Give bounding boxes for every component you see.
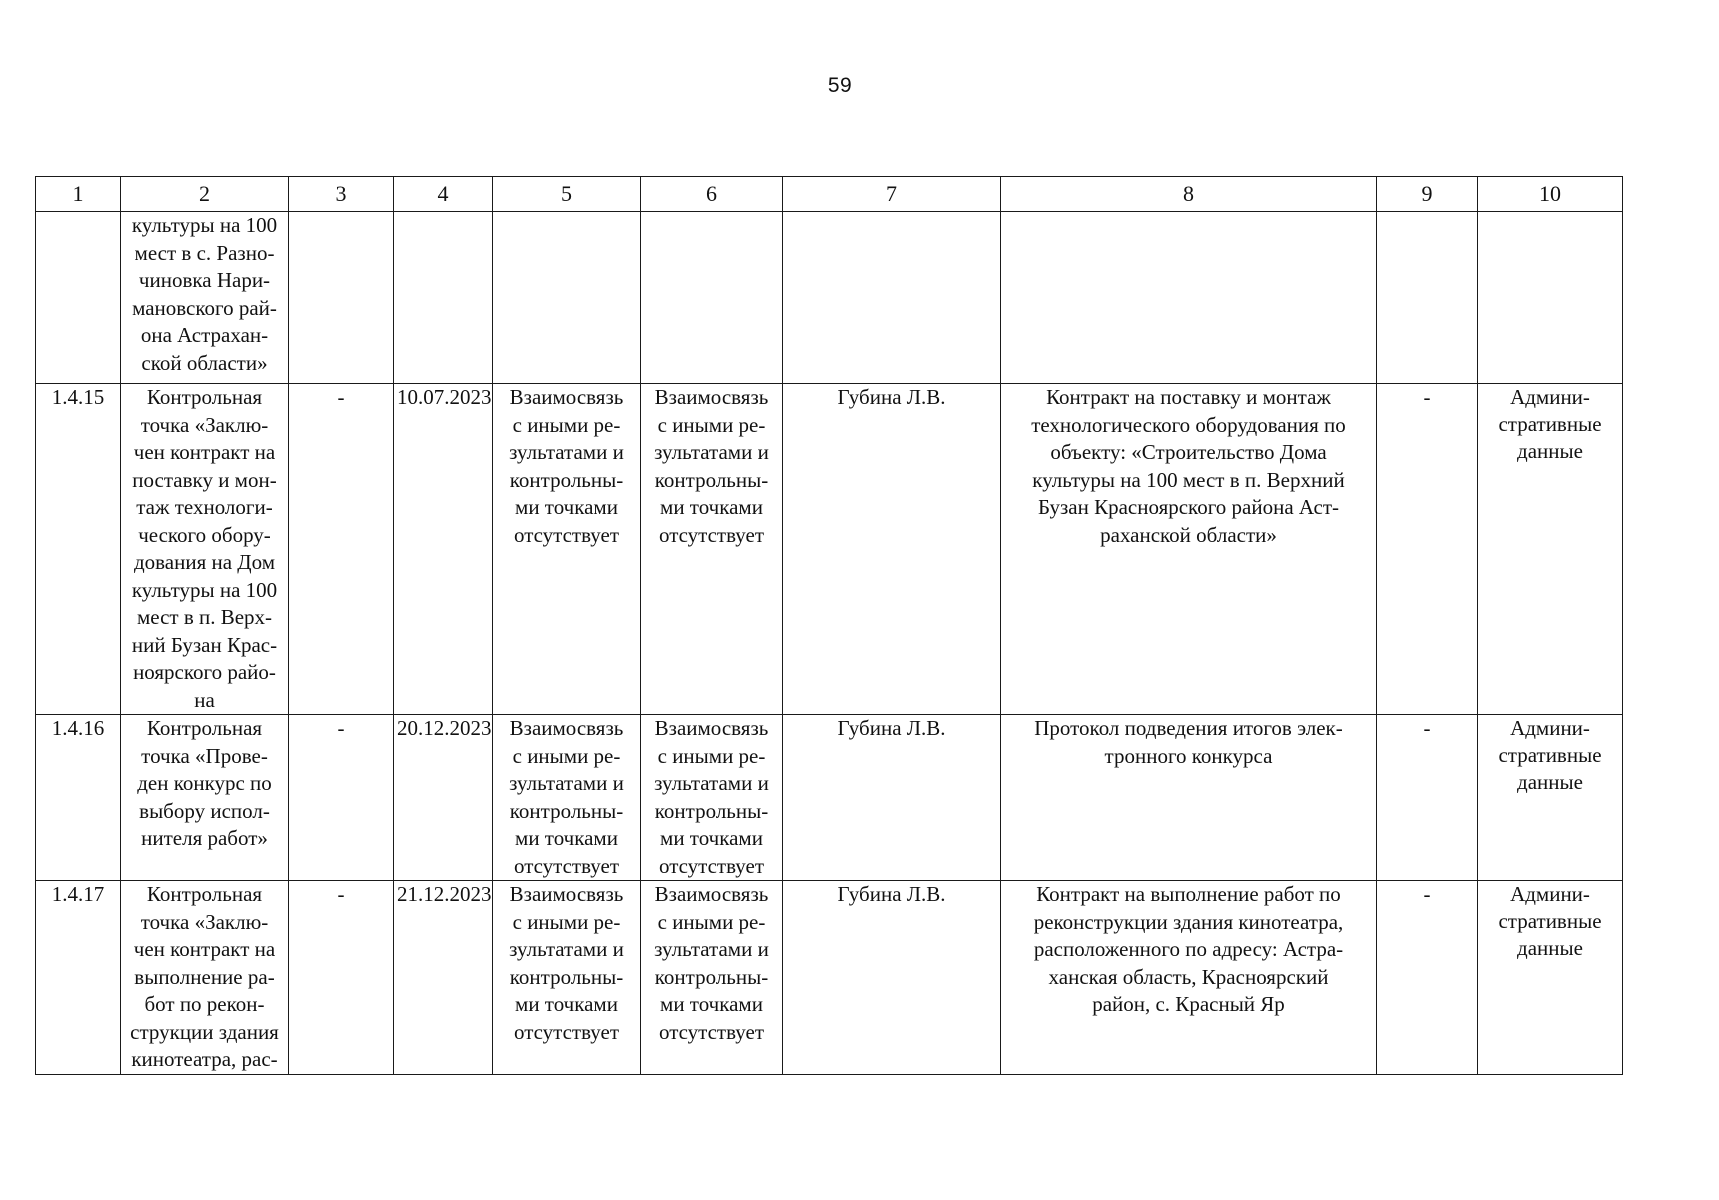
cell-col3: - (289, 715, 394, 881)
confirming-document (1001, 212, 1377, 384)
table-row (36, 384, 1623, 715)
relation-col6 (641, 212, 783, 384)
table-row (36, 715, 1623, 881)
data-source: Админи- стративные данные (1478, 881, 1623, 1075)
relation-col6: Взаимосвязь с иными ре- зультатами и контрольны- ми точками отсутствует (641, 715, 783, 881)
cell-col3: - (289, 881, 394, 1075)
cell-col9: - (1377, 881, 1478, 1075)
data-source (1478, 212, 1623, 384)
confirming-document: Контракт на поставку и монтаж технологического оборудования по объекту: «Строительство Дома культуры на 100 мест в п. Верхний Бузан Красноярского района Аст- раханской области» (1001, 384, 1377, 715)
column-header: 7 (783, 177, 1001, 212)
cell-col9: - (1377, 384, 1478, 715)
column-header: 8 (1001, 177, 1377, 212)
due-date: 10.07.2023 (394, 384, 493, 715)
responsible-person (783, 212, 1001, 384)
control-point-name: Контрольная точка «Заклю- чен контракт на поставку и мон- таж технологи- ческого обору- дования на Дом культуры на 100 мест в п. Верх- ний Бузан Крас- ноярского райо- на (121, 384, 289, 715)
relation-col6: Взаимосвязь с иными ре- зультатами и контрольны- ми точками отсутствует (641, 881, 783, 1075)
data-source: Админи- стративные данные (1478, 384, 1623, 715)
relation-col5 (493, 212, 641, 384)
column-header: 3 (289, 177, 394, 212)
control-point-name: культуры на 100 мест в с. Разно- чиновка Нари- мановского рай- она Астрахан- ской области» (121, 212, 289, 384)
relation-col5: Взаимосвязь с иными ре- зультатами и контрольны- ми точками отсутствует (493, 384, 641, 715)
row-number: 1.4.15 (36, 384, 121, 715)
row-number: 1.4.17 (36, 881, 121, 1075)
table-header-row (36, 177, 1623, 212)
table-row (36, 212, 1623, 384)
column-header: 4 (394, 177, 493, 212)
responsible-person: Губина Л.В. (783, 715, 1001, 881)
responsible-person: Губина Л.В. (783, 881, 1001, 1075)
column-header: 9 (1377, 177, 1478, 212)
due-date: 21.12.2023 (394, 881, 493, 1075)
control-point-name: Контрольная точка «Заклю- чен контракт на выполнение ра- бот по рекон- струкции здания кинотеатра, рас- (121, 881, 289, 1075)
cell-col9 (1377, 212, 1478, 384)
column-header: 6 (641, 177, 783, 212)
relation-col5: Взаимосвязь с иными ре- зультатами и контрольны- ми точками отсутствует (493, 881, 641, 1075)
due-date (394, 212, 493, 384)
due-date: 20.12.2023 (394, 715, 493, 881)
table-row (36, 881, 1623, 1075)
confirming-document: Контракт на выполнение работ по реконструкции здания кинотеатра, расположенного по адресу: Астра- ханская область, Красноярский район, с. Красный Яр (1001, 881, 1377, 1075)
responsible-person: Губина Л.В. (783, 384, 1001, 715)
cell-col3: - (289, 384, 394, 715)
relation-col6: Взаимосвязь с иными ре- зультатами и контрольны- ми точками отсутствует (641, 384, 783, 715)
page-number: 59 (827, 74, 853, 97)
row-number (36, 212, 121, 384)
control-points-table (35, 176, 1623, 1075)
confirming-document: Протокол подведения итогов элек- тронного конкурса (1001, 715, 1377, 881)
cell-col3 (289, 212, 394, 384)
row-number: 1.4.16 (36, 715, 121, 881)
control-point-name: Контрольная точка «Прове- ден конкурс по выбору испол- нителя работ» (121, 715, 289, 881)
column-header: 5 (493, 177, 641, 212)
column-header: 10 (1478, 177, 1623, 212)
cell-col9: - (1377, 715, 1478, 881)
column-header: 2 (121, 177, 289, 212)
column-header: 1 (36, 177, 121, 212)
data-source: Админи- стративные данные (1478, 715, 1623, 881)
relation-col5: Взаимосвязь с иными ре- зультатами и контрольны- ми точками отсутствует (493, 715, 641, 881)
